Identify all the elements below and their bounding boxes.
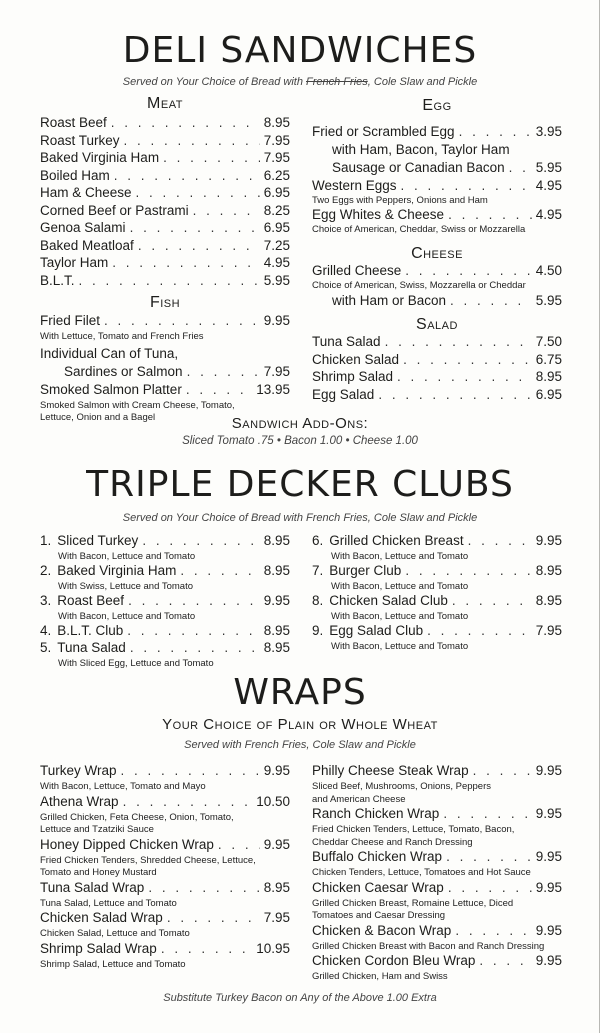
item-name: Egg Salad Club [329, 623, 424, 638]
item-name: Tuna Salad [57, 640, 126, 655]
wraps-title: WRAPS [233, 672, 367, 713]
menu-item [40, 563, 290, 578]
item-price: 7.50 [535, 334, 562, 349]
menu-item [312, 953, 562, 968]
item-number: 8. [312, 593, 324, 608]
item-name: Grilled Chicken Breast [329, 533, 464, 548]
item-desc: Fried Chicken Tenders, Shredded Cheese, Lettuce, [40, 854, 256, 866]
item-desc: With Bacon, Lettuce and Tomato [58, 611, 196, 622]
item-price: 7.95 [263, 132, 290, 148]
meat-heading: Meat [147, 95, 183, 112]
salad-heading: Salad [416, 316, 458, 333]
item-name: Western Eggs [312, 178, 397, 193]
item-number: 9. [312, 623, 324, 638]
item-name: Tuna Salad Wrap [40, 879, 145, 895]
deli-subtitle-struck: French Fries [306, 76, 368, 88]
menu-item [40, 640, 290, 655]
item-price: 6.95 [535, 386, 562, 402]
deli-subtitle-text: Served on Your Choice of Bread with [122, 76, 307, 88]
item-name: Genoa Salami [40, 220, 126, 235]
item-desc: With Bacon, Lettuce and Tomato [331, 611, 469, 622]
item-name: Tuna Salad [312, 334, 381, 349]
item-name: Smoked Salmon Platter [40, 382, 182, 397]
addons-text: Sliced Tomato .75 • Bacon 1.00 • Cheese 1.00 [182, 435, 418, 447]
menu-item [312, 334, 562, 349]
item-price: 7.95 [263, 910, 290, 925]
item-price: 8.95 [263, 623, 290, 638]
item-price: 6.25 [263, 167, 290, 183]
item-desc: Grilled Chicken, Ham and Swiss [312, 971, 448, 982]
item-name: Honey Dipped Chicken Wrap [40, 836, 214, 852]
cheese-heading: Cheese [411, 245, 463, 262]
item-name: Philly Cheese Steak Wrap [312, 763, 469, 778]
item-price: 6.75 [535, 351, 562, 367]
menu-item [40, 273, 290, 288]
menu-item [40, 133, 290, 148]
menu-item [40, 115, 290, 130]
item-desc: With Sliced Egg, Lettuce and Tomato [58, 658, 214, 669]
item-price: 6.95 [263, 185, 290, 200]
item-desc: With Bacon, Lettuce and Tomato [331, 581, 469, 592]
item-name: Athena Wrap [40, 793, 119, 809]
menu-item [40, 837, 290, 852]
item-price: 8.95 [535, 369, 562, 384]
item-desc: Choice of American, Swiss, Mozzarella or Cheddar [312, 280, 526, 291]
item-price: 4.95 [263, 255, 290, 270]
item-price: 9.95 [535, 953, 562, 968]
item-number: 6. [312, 533, 324, 548]
item-name: Ranch Chicken Wrap [312, 806, 440, 821]
clubs-subtitle: Served on Your Choice of Bread with French Fries, Cole Slaw and Pickle [122, 512, 478, 524]
item-number: 5. [40, 640, 52, 655]
item-name: Burger Club [329, 563, 402, 578]
item-desc: Fried Chicken Tenders, Lettuce, Tomato, Bacon, [312, 824, 515, 835]
item-desc: With Bacon, Lettuce and Tomato [331, 641, 469, 652]
item-name: Roast Beef [40, 115, 107, 130]
menu-item [40, 593, 290, 608]
item-price: 10.95 [256, 940, 290, 956]
item-price: 9.95 [263, 313, 290, 328]
item-name: B.L.T. [40, 272, 75, 288]
item-desc: Chicken Salad, Lettuce and Tomato [40, 928, 190, 939]
menu-item-western-eggs [312, 178, 562, 193]
item-price: 8.95 [263, 563, 290, 578]
item-price: 9.95 [535, 533, 562, 548]
item-price: 10.50 [256, 793, 290, 809]
item-price: 7.95 [535, 623, 562, 638]
menu-item [40, 880, 290, 895]
item-price: 9.95 [535, 849, 562, 864]
item-desc: Grilled Chicken Breast with Bacon and Ranch Dressing [312, 940, 545, 952]
tuna-can-line1: Individual Can of Tuna, [40, 346, 179, 361]
menu-item [40, 623, 290, 638]
item-desc: Choice of American, Cheddar, Swiss or Mozzarella [312, 224, 526, 235]
item-desc: Cheddar Cheese and Ranch Dressing [312, 836, 473, 848]
menu-item [40, 203, 290, 218]
item-desc: Tomatoes and Caesar Dressing [312, 910, 446, 921]
menu-item [40, 794, 290, 809]
item-name: Chicken Caesar Wrap [312, 879, 444, 895]
item-name: Corned Beef or Pastrami [40, 202, 189, 218]
item-name: with Ham or Bacon [332, 293, 447, 308]
item-price: 6.95 [263, 220, 290, 235]
deli-title: DELI SANDWICHES [122, 30, 478, 71]
item-name: Ham & Cheese [40, 185, 132, 200]
item-price: 4.95 [535, 178, 562, 193]
item-price: 8.95 [263, 115, 290, 130]
item-desc: Grilled Chicken Breast, Romaine Lettuce, Diced [312, 897, 514, 909]
item-desc: With Swiss, Lettuce and Tomato [58, 581, 193, 592]
item-number: 1. [40, 533, 52, 548]
wraps-choice: Your Choice of Plain or Whole Wheat [162, 716, 438, 733]
menu-item [40, 238, 290, 253]
item-desc: Two Eggs with Peppers, Onions and Ham [312, 195, 488, 206]
item-price: 4.95 [535, 207, 562, 222]
menu-item [312, 369, 562, 384]
item-price: 5.95 [263, 272, 290, 288]
deli-subtitle [0, 76, 600, 88]
fish-heading: Fish [149, 294, 181, 311]
item-desc: With Bacon, Lettuce and Tomato [331, 551, 469, 562]
item-price: 7.95 [263, 364, 290, 379]
item-price: 9.95 [535, 922, 562, 938]
menu-item [312, 593, 562, 608]
item-desc: With Lettuce, Tomato and French Fries [40, 331, 204, 342]
item-price: 5.95 [535, 293, 562, 308]
menu-item [312, 923, 562, 938]
item-name: Chicken Salad Wrap [40, 910, 163, 925]
item-name: Grilled Cheese [312, 263, 402, 278]
item-desc: Chicken Tenders, Lettuce, Tomatoes and Hot Sauce [312, 867, 531, 878]
menu-item [40, 941, 290, 956]
menu-item [40, 168, 290, 183]
item-desc: Lettuce and Tzatziki Sauce [40, 824, 154, 835]
item-name: Baked Meatloaf [40, 237, 134, 253]
item-desc: Smoked Salmon with Cream Cheese, Tomato, [40, 400, 235, 411]
item-name: Boiled Ham [40, 167, 110, 183]
menu-item [40, 220, 290, 235]
item-price: 9.95 [535, 806, 562, 821]
item-price: 8.95 [263, 533, 290, 548]
item-name: Sliced Turkey [57, 533, 139, 548]
item-price: 9.95 [263, 763, 290, 778]
item-name: Chicken Salad [312, 351, 400, 367]
clubs-title: TRIPLE DECKER CLUBS [86, 464, 514, 505]
item-price: 9.95 [535, 763, 562, 778]
menu-item-fried-filet [40, 313, 290, 328]
egg-heading: Egg [422, 97, 452, 114]
wraps-subtitle: Served with French Fries, Cole Slaw and Pickle [184, 739, 416, 751]
menu-item [40, 763, 290, 778]
menu-item [312, 387, 562, 402]
item-price: 9.95 [263, 593, 290, 608]
item-desc: and American Cheese [312, 793, 406, 805]
menu-item-cheese-ham [332, 293, 562, 308]
menu-item-egg-sausage [332, 160, 562, 175]
item-price: 8.25 [263, 202, 290, 218]
item-number: 4. [40, 623, 52, 638]
item-name: Chicken Cordon Bleu Wrap [312, 953, 476, 968]
item-desc: Grilled Chicken, Feta Cheese, Onion, Tomato, [40, 811, 234, 823]
menu-item [312, 533, 562, 548]
item-desc: With Bacon, Lettuce and Tomato [58, 551, 196, 562]
item-price: 7.95 [263, 150, 290, 165]
addons-heading: Sandwich Add-Ons: [231, 415, 369, 432]
egg-with-line: with Ham, Bacon, Taylor Ham [332, 142, 510, 157]
item-price: 9.95 [263, 836, 290, 852]
item-price: 8.95 [535, 593, 562, 608]
menu-item [312, 623, 562, 638]
item-name: Fried or Scrambled Egg [312, 124, 455, 139]
menu-item-smoked-salmon [40, 382, 290, 397]
item-name: Buffalo Chicken Wrap [312, 849, 443, 864]
item-price: 8.95 [263, 640, 290, 655]
menu-item [40, 185, 290, 200]
item-desc: Lettuce, Onion and a Bagel [40, 412, 156, 423]
item-name: Baked Virginia Ham [57, 563, 177, 578]
item-desc: Shrimp Salad, Lettuce and Tomato [40, 958, 186, 970]
item-price: 8.95 [535, 563, 562, 578]
menu-item [312, 352, 562, 367]
menu-item [40, 255, 290, 270]
item-number: 2. [40, 563, 52, 578]
wraps-footer: Substitute Turkey Bacon on Any of the Above 1.00 Extra [163, 992, 437, 1004]
item-desc: Tomato and Honey Mustard [40, 867, 157, 878]
item-name: Sausage or Canadian Bacon [332, 160, 505, 175]
item-price: 4.50 [535, 263, 562, 278]
item-price: 8.95 [263, 879, 290, 895]
item-name: Egg Whites & Cheese [312, 207, 445, 222]
menu-item-fried-egg [312, 124, 562, 139]
item-name: Chicken & Bacon Wrap [312, 922, 452, 938]
item-name: Shrimp Salad Wrap [40, 940, 157, 956]
item-name: Baked Virginia Ham [40, 150, 160, 165]
item-price: 13.95 [256, 382, 290, 397]
item-name: Chicken Salad Club [329, 593, 448, 608]
item-desc: Sliced Beef, Mushrooms, Onions, Peppers [312, 781, 492, 792]
item-name: Sardines or Salmon [64, 364, 183, 379]
item-name: B.L.T. Club [57, 623, 124, 638]
menu-item [312, 849, 562, 864]
menu-item-tuna-can [40, 364, 290, 379]
item-price: 3.95 [535, 124, 562, 139]
item-name: Egg Salad [312, 386, 375, 402]
menu-item [40, 910, 290, 925]
item-price: 7.25 [263, 237, 290, 253]
item-number: 7. [312, 563, 324, 578]
menu-item [40, 533, 290, 548]
deli-subtitle-end: , Cole Slaw and Pickle [367, 76, 478, 88]
item-name: Turkey Wrap [40, 763, 117, 778]
menu-item [312, 880, 562, 895]
item-desc: With Bacon, Lettuce, Tomato and Mayo [40, 781, 206, 792]
item-name: Roast Beef [57, 593, 125, 608]
item-name: Taylor Ham [40, 255, 109, 270]
menu-item-egg-whites [312, 207, 562, 222]
item-name: Roast Turkey [40, 132, 120, 148]
menu-item [312, 763, 562, 778]
menu-item-grilled-cheese [312, 263, 562, 278]
menu-item [40, 150, 290, 165]
item-name: Fried Filet [40, 313, 101, 328]
item-number: 3. [40, 593, 52, 608]
item-name: Shrimp Salad [312, 369, 394, 384]
item-price: 5.95 [535, 160, 562, 175]
item-desc: Tuna Salad, Lettuce and Tomato [40, 897, 177, 909]
item-price: 9.95 [535, 879, 562, 895]
menu-item [312, 806, 562, 821]
menu-item [312, 563, 562, 578]
